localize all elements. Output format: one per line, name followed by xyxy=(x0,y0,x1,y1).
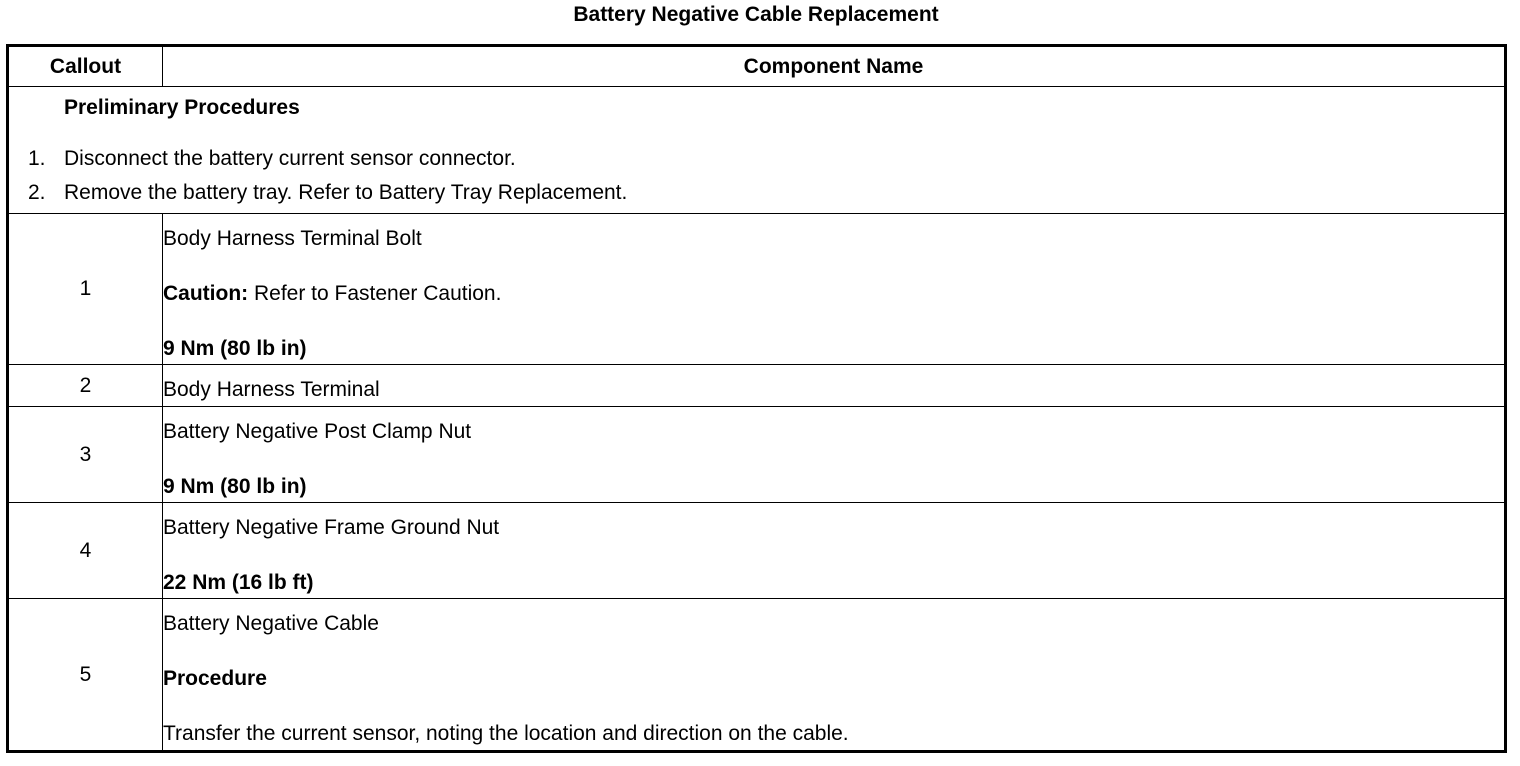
caution-label: Caution: xyxy=(163,281,249,305)
step-number: 2. xyxy=(28,181,46,204)
caution-text: Refer to Fastener Caution. xyxy=(248,281,502,305)
component-name: Battery Negative Post Clamp Nut xyxy=(163,419,472,443)
torque-spec: 22 Nm (16 lb ft) xyxy=(163,570,314,594)
preliminary-cell xyxy=(8,87,1506,214)
component-cell xyxy=(163,214,1506,365)
component-cell xyxy=(163,365,1506,407)
torque-spec: 9 Nm (80 lb in) xyxy=(163,474,307,498)
component-name-header: Component Name xyxy=(163,46,1506,87)
callout-cell: 3 xyxy=(8,407,163,503)
component-name: Battery Negative Frame Ground Nut xyxy=(163,515,500,539)
caution-note xyxy=(163,280,1504,307)
preliminary-heading: Preliminary Procedures xyxy=(64,96,300,119)
step-text: Remove the battery tray. Refer to Battery Tray Replacement. xyxy=(64,181,628,204)
table-row xyxy=(8,214,1506,365)
callout-cell: 1 xyxy=(8,214,163,365)
page-title: Battery Negative Cable Replacement xyxy=(573,3,939,26)
component-cell xyxy=(163,599,1506,752)
procedure-label: Procedure xyxy=(163,667,267,690)
table-row xyxy=(8,503,1506,599)
component-cell xyxy=(163,407,1506,503)
preliminary-step xyxy=(28,176,1504,210)
procedure-table xyxy=(6,44,1507,753)
callout-cell: 2 xyxy=(8,365,163,407)
procedure-text: Transfer the current sensor, noting the location and direction on the cable. xyxy=(163,722,849,745)
header-row xyxy=(8,46,1506,87)
preliminary-step xyxy=(28,142,1504,176)
preliminary-steps xyxy=(28,142,1504,210)
step-number: 1. xyxy=(28,147,46,170)
table-row xyxy=(8,407,1506,503)
component-name: Body Harness Terminal xyxy=(163,377,380,401)
component-name: Battery Negative Cable xyxy=(163,612,379,635)
torque-spec: 9 Nm (80 lb in) xyxy=(163,336,307,360)
table-row xyxy=(8,365,1506,407)
callout-cell: 4 xyxy=(8,503,163,599)
preliminary-row xyxy=(8,87,1506,214)
table-row xyxy=(8,599,1506,752)
callout-cell: 5 xyxy=(8,599,163,752)
callout-header: Callout xyxy=(8,46,163,87)
step-text: Disconnect the battery current sensor connector. xyxy=(64,147,516,170)
component-name: Body Harness Terminal Bolt xyxy=(163,226,422,250)
component-cell xyxy=(163,503,1506,599)
